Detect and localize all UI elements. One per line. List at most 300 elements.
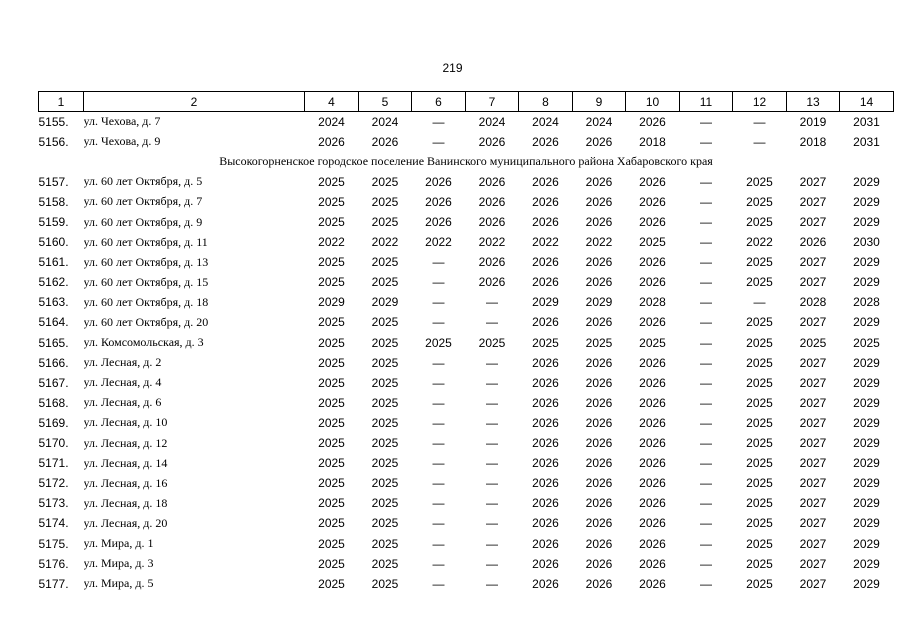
- year-cell: 2026: [532, 436, 559, 451]
- year-cell: 2025: [371, 174, 399, 189]
- year-cell: 2027: [799, 556, 827, 571]
- year-cell: 2025: [478, 335, 506, 350]
- table-row: [39, 172, 894, 192]
- year-cell: 2025: [318, 315, 345, 330]
- year-cell: 2025: [799, 335, 827, 350]
- year-cell: 2024: [532, 114, 559, 129]
- year-cell: 2026: [585, 436, 613, 451]
- year-cell: 2026: [799, 235, 827, 250]
- year-cell: 2025: [371, 194, 399, 209]
- address-cell: ул. Мира, д. 3: [83, 556, 154, 571]
- year-cell: 2027: [799, 395, 827, 410]
- table-row: [39, 272, 894, 292]
- year-cell: 2029: [853, 576, 880, 591]
- row-number: 5167.: [38, 375, 69, 390]
- year-cell: 2026: [585, 255, 613, 270]
- row-number: 5173.: [38, 496, 69, 511]
- year-cell: 2028: [853, 295, 880, 310]
- year-cell: 2027: [799, 576, 827, 591]
- year-cell: 2025: [746, 194, 773, 209]
- table-row: [39, 413, 894, 433]
- year-cell: 2029: [853, 174, 880, 189]
- year-cell: 2025: [532, 335, 559, 350]
- column-header: 10: [626, 92, 680, 112]
- year-cell: —: [432, 375, 445, 390]
- year-cell: —: [486, 516, 498, 531]
- year-cell: 2025: [746, 395, 773, 410]
- year-cell: 2026: [639, 476, 666, 491]
- row-number: 5170.: [38, 436, 69, 451]
- year-cell: 2025: [746, 496, 773, 511]
- address-cell: ул. 60 лет Октября, д. 11: [83, 234, 208, 249]
- year-cell: 2029: [585, 295, 613, 310]
- year-cell: 2024: [371, 114, 399, 129]
- year-cell: 2029: [853, 516, 880, 531]
- year-cell: 2026: [639, 496, 666, 511]
- year-cell: 2026: [585, 415, 613, 430]
- table-row: [39, 252, 894, 272]
- column-header: 13: [787, 92, 840, 112]
- year-cell: 2026: [585, 355, 613, 370]
- year-cell: —: [753, 295, 766, 310]
- year-cell: 2026: [585, 516, 613, 531]
- year-cell: 2025: [853, 335, 880, 350]
- year-cell: 2029: [853, 436, 880, 451]
- year-cell: 2026: [639, 375, 666, 390]
- year-cell: 2025: [318, 496, 345, 511]
- year-cell: —: [700, 576, 712, 591]
- year-cell: —: [700, 476, 712, 491]
- year-cell: —: [700, 536, 712, 551]
- column-header: 11: [680, 92, 733, 112]
- table-row: [39, 192, 894, 212]
- year-cell: 2027: [799, 476, 827, 491]
- year-cell: 2025: [746, 255, 773, 270]
- year-cell: 2025: [318, 194, 345, 209]
- year-cell: 2027: [799, 194, 827, 209]
- year-cell: 2029: [853, 456, 880, 471]
- year-cell: 2025: [746, 476, 773, 491]
- row-number: 5159.: [38, 215, 69, 230]
- table-row: [39, 232, 894, 252]
- year-cell: 2025: [639, 235, 666, 250]
- year-cell: —: [700, 355, 712, 370]
- year-cell: 2026: [639, 516, 666, 531]
- year-cell: —: [432, 295, 445, 310]
- row-number: 5177.: [38, 576, 69, 591]
- table-row: [39, 574, 894, 594]
- year-cell: —: [432, 255, 445, 270]
- year-cell: —: [432, 536, 445, 551]
- column-header: 6: [412, 92, 466, 112]
- year-cell: 2026: [585, 456, 613, 471]
- year-cell: 2031: [853, 114, 880, 129]
- address-cell: ул. Лесная, д. 18: [83, 495, 168, 510]
- table-row: [39, 554, 894, 574]
- year-cell: 2025: [371, 255, 399, 270]
- row-number: 5157.: [38, 174, 69, 189]
- year-cell: —: [700, 255, 712, 270]
- year-cell: 2018: [639, 134, 666, 149]
- year-cell: 2025: [371, 275, 399, 290]
- year-cell: —: [432, 436, 445, 451]
- address-cell: ул. 60 лет Октября, д. 9: [83, 214, 203, 229]
- year-cell: 2026: [639, 275, 666, 290]
- year-cell: —: [753, 134, 766, 149]
- row-number: 5162.: [38, 275, 69, 290]
- year-cell: 2025: [318, 436, 345, 451]
- year-cell: 2025: [639, 335, 666, 350]
- year-cell: 2026: [639, 255, 666, 270]
- column-header: 12: [733, 92, 787, 112]
- year-cell: 2026: [585, 476, 613, 491]
- table-row: [39, 533, 894, 553]
- year-cell: 2027: [799, 456, 827, 471]
- year-cell: 2026: [478, 174, 506, 189]
- year-cell: 2026: [639, 415, 666, 430]
- table-row: [39, 393, 894, 413]
- year-cell: 2029: [853, 215, 880, 230]
- year-cell: 2025: [371, 395, 399, 410]
- row-number: 5155.: [38, 114, 69, 129]
- year-cell: —: [700, 215, 712, 230]
- year-cell: 2019: [799, 114, 827, 129]
- year-cell: 2026: [639, 114, 666, 129]
- year-cell: 2029: [853, 395, 880, 410]
- year-cell: 2025: [318, 375, 345, 390]
- address-cell: ул. Лесная, д. 4: [83, 375, 162, 390]
- row-number: 5156.: [38, 134, 69, 149]
- year-cell: 2029: [532, 295, 559, 310]
- year-cell: —: [486, 496, 498, 511]
- year-cell: 2025: [318, 456, 345, 471]
- year-cell: 2026: [532, 134, 559, 149]
- table-row: [39, 312, 894, 332]
- year-cell: 2027: [799, 355, 827, 370]
- year-cell: 2029: [853, 536, 880, 551]
- address-cell: ул. Лесная, д. 10: [83, 415, 168, 430]
- year-cell: 2022: [532, 235, 559, 250]
- table-row: [39, 513, 894, 533]
- row-number: 5165.: [38, 335, 69, 350]
- row-number: 5164.: [38, 315, 69, 330]
- year-cell: 2026: [532, 576, 559, 591]
- year-cell: 2025: [585, 335, 613, 350]
- year-cell: 2025: [746, 315, 773, 330]
- year-cell: 2026: [585, 174, 613, 189]
- year-cell: 2025: [371, 516, 399, 531]
- year-cell: —: [700, 235, 712, 250]
- year-cell: 2025: [746, 215, 773, 230]
- year-cell: —: [432, 275, 445, 290]
- year-cell: 2026: [639, 456, 666, 471]
- year-cell: 2022: [425, 235, 452, 250]
- year-cell: —: [432, 315, 445, 330]
- year-cell: —: [700, 315, 712, 330]
- year-cell: 2029: [853, 415, 880, 430]
- table-row: [39, 473, 894, 493]
- year-cell: —: [700, 415, 712, 430]
- year-cell: 2025: [746, 335, 773, 350]
- year-cell: 2025: [318, 576, 345, 591]
- row-number: 5158.: [38, 194, 69, 209]
- year-cell: 2026: [639, 355, 666, 370]
- year-cell: —: [486, 576, 498, 591]
- year-cell: 2026: [639, 174, 666, 189]
- year-cell: 2029: [853, 255, 880, 270]
- year-cell: 2026: [585, 134, 613, 149]
- address-cell: ул. Лесная, д. 12: [83, 435, 168, 450]
- year-cell: 2027: [799, 496, 827, 511]
- year-cell: 2026: [585, 275, 613, 290]
- year-cell: 2026: [478, 215, 506, 230]
- year-cell: 2025: [318, 255, 345, 270]
- table-body: [39, 112, 894, 594]
- year-cell: —: [700, 516, 712, 531]
- year-cell: 2026: [532, 194, 559, 209]
- column-header: 14: [840, 92, 894, 112]
- year-cell: 2026: [478, 255, 506, 270]
- address-cell: ул. Мира, д. 1: [83, 536, 154, 551]
- year-cell: —: [700, 436, 712, 451]
- year-cell: 2026: [532, 215, 559, 230]
- year-cell: 2030: [853, 235, 880, 250]
- year-cell: 2022: [371, 235, 399, 250]
- year-cell: —: [432, 415, 445, 430]
- year-cell: 2025: [318, 215, 345, 230]
- year-cell: 2025: [318, 476, 345, 491]
- address-cell: ул. Чехова, д. 9: [83, 134, 161, 149]
- row-number: 5171.: [38, 456, 69, 471]
- address-cell: ул. Лесная, д. 20: [83, 515, 168, 530]
- year-cell: 2025: [318, 335, 345, 350]
- year-cell: 2025: [746, 355, 773, 370]
- year-cell: 2025: [371, 496, 399, 511]
- year-cell: —: [700, 556, 712, 571]
- year-cell: 2028: [639, 295, 666, 310]
- column-header: 2: [84, 92, 305, 112]
- year-cell: —: [486, 395, 498, 410]
- year-cell: 2025: [746, 174, 773, 189]
- row-number: 5172.: [38, 476, 69, 491]
- year-cell: 2027: [799, 536, 827, 551]
- year-cell: —: [700, 194, 712, 209]
- year-cell: 2027: [799, 215, 827, 230]
- year-cell: —: [432, 456, 445, 471]
- year-cell: 2026: [585, 536, 613, 551]
- year-cell: 2026: [585, 194, 613, 209]
- year-cell: 2028: [799, 295, 827, 310]
- year-cell: 2027: [799, 516, 827, 531]
- year-cell: 2026: [532, 174, 559, 189]
- table-row: [39, 132, 894, 152]
- year-cell: 2026: [425, 174, 452, 189]
- year-cell: 2026: [639, 556, 666, 571]
- page-number: 219: [442, 61, 463, 75]
- year-cell: 2026: [585, 496, 613, 511]
- row-number: 5176.: [38, 556, 69, 571]
- year-cell: 2025: [371, 536, 399, 551]
- year-cell: 2026: [585, 556, 613, 571]
- year-cell: 2025: [746, 375, 773, 390]
- address-cell: ул. Лесная, д. 2: [83, 355, 162, 370]
- column-header: 8: [519, 92, 573, 112]
- year-cell: —: [700, 275, 712, 290]
- year-cell: —: [486, 476, 498, 491]
- year-cell: 2025: [318, 355, 345, 370]
- year-cell: 2026: [585, 375, 613, 390]
- year-cell: 2026: [585, 315, 613, 330]
- year-cell: 2025: [371, 476, 399, 491]
- year-cell: 2026: [371, 134, 399, 149]
- year-cell: 2026: [478, 134, 506, 149]
- year-cell: 2026: [532, 476, 559, 491]
- year-cell: 2025: [318, 415, 345, 430]
- year-cell: 2029: [853, 275, 880, 290]
- year-cell: 2022: [746, 235, 773, 250]
- year-cell: 2024: [478, 114, 506, 129]
- year-cell: 2029: [853, 375, 880, 390]
- year-cell: 2025: [318, 275, 345, 290]
- year-cell: —: [432, 134, 445, 149]
- address-cell: ул. Лесная, д. 6: [83, 395, 162, 410]
- year-cell: 2025: [371, 375, 399, 390]
- year-cell: —: [432, 114, 445, 129]
- year-cell: 2026: [639, 576, 666, 591]
- year-cell: 2025: [371, 355, 399, 370]
- year-cell: 2026: [532, 536, 559, 551]
- year-cell: 2027: [799, 275, 827, 290]
- year-cell: 2029: [853, 194, 880, 209]
- row-number: 5174.: [38, 516, 69, 531]
- year-cell: 2026: [532, 456, 559, 471]
- section-title: Высокогорненское городское поселение Ванинского муниципального района Хабаровского края: [219, 154, 713, 169]
- table-row: [39, 292, 894, 312]
- year-cell: —: [432, 556, 445, 571]
- year-cell: 2025: [746, 556, 773, 571]
- column-header: 4: [305, 92, 359, 112]
- year-cell: 2024: [585, 114, 613, 129]
- year-cell: —: [700, 456, 712, 471]
- year-cell: —: [486, 436, 498, 451]
- year-cell: —: [700, 375, 712, 390]
- address-cell: ул. 60 лет Октября, д. 18: [83, 294, 209, 309]
- year-cell: 2026: [532, 315, 559, 330]
- year-cell: —: [432, 476, 445, 491]
- year-cell: 2024: [318, 114, 345, 129]
- row-number: 5163.: [38, 295, 69, 310]
- year-cell: 2025: [425, 335, 452, 350]
- year-cell: 2022: [478, 235, 506, 250]
- data-table: [38, 91, 894, 594]
- year-cell: —: [486, 415, 498, 430]
- year-cell: —: [432, 355, 445, 370]
- year-cell: 2026: [425, 215, 452, 230]
- year-cell: 2025: [746, 516, 773, 531]
- table-row: [39, 212, 894, 232]
- year-cell: 2026: [585, 395, 613, 410]
- year-cell: —: [700, 395, 712, 410]
- year-cell: 2026: [532, 255, 559, 270]
- year-cell: 2026: [585, 576, 613, 591]
- section-row: [39, 152, 894, 172]
- year-cell: 2027: [799, 375, 827, 390]
- year-cell: 2018: [799, 134, 827, 149]
- year-cell: —: [486, 355, 498, 370]
- year-cell: —: [700, 295, 712, 310]
- year-cell: 2025: [318, 556, 345, 571]
- address-cell: ул. 60 лет Октября, д. 5: [83, 174, 203, 189]
- year-cell: 2026: [532, 375, 559, 390]
- header-row: [39, 92, 894, 112]
- year-cell: 2026: [532, 355, 559, 370]
- year-cell: —: [700, 174, 712, 189]
- table-row: [39, 353, 894, 373]
- year-cell: 2031: [853, 134, 880, 149]
- year-cell: —: [432, 496, 445, 511]
- year-cell: 2025: [318, 536, 345, 551]
- year-cell: 2026: [478, 194, 506, 209]
- year-cell: —: [486, 536, 498, 551]
- year-cell: 2025: [371, 335, 399, 350]
- year-cell: 2027: [799, 315, 827, 330]
- table-row: [39, 373, 894, 393]
- year-cell: —: [486, 556, 498, 571]
- year-cell: 2027: [799, 415, 827, 430]
- year-cell: 2026: [318, 134, 345, 149]
- year-cell: —: [700, 335, 712, 350]
- year-cell: 2025: [746, 415, 773, 430]
- column-header: 7: [466, 92, 519, 112]
- year-cell: 2029: [853, 496, 880, 511]
- year-cell: 2026: [585, 215, 613, 230]
- row-number: 5160.: [38, 235, 69, 250]
- year-cell: 2029: [371, 295, 399, 310]
- year-cell: 2025: [746, 436, 773, 451]
- year-cell: 2025: [746, 456, 773, 471]
- year-cell: 2029: [853, 315, 880, 330]
- year-cell: 2027: [799, 436, 827, 451]
- row-number: 5161.: [38, 255, 69, 270]
- row-number: 5175.: [38, 536, 69, 551]
- year-cell: —: [753, 114, 766, 129]
- year-cell: 2025: [371, 436, 399, 451]
- table-row: [39, 453, 894, 473]
- address-cell: ул. Мира, д. 5: [83, 576, 154, 591]
- year-cell: 2025: [371, 576, 399, 591]
- address-cell: ул. 60 лет Октября, д. 13: [83, 254, 209, 269]
- row-number: 5166.: [38, 355, 69, 370]
- year-cell: 2026: [532, 415, 559, 430]
- year-cell: 2029: [318, 295, 345, 310]
- column-header: 5: [359, 92, 412, 112]
- year-cell: —: [700, 114, 712, 129]
- year-cell: 2026: [478, 275, 506, 290]
- year-cell: 2025: [746, 275, 773, 290]
- table-row: [39, 493, 894, 513]
- year-cell: 2026: [532, 556, 559, 571]
- year-cell: —: [486, 295, 498, 310]
- year-cell: 2025: [746, 576, 773, 591]
- year-cell: 2025: [371, 415, 399, 430]
- year-cell: —: [432, 395, 445, 410]
- year-cell: 2026: [639, 436, 666, 451]
- year-cell: 2026: [425, 194, 452, 209]
- table-row: [39, 112, 894, 132]
- year-cell: 2027: [799, 255, 827, 270]
- address-cell: ул. 60 лет Октября, д. 15: [83, 274, 209, 289]
- year-cell: 2029: [853, 355, 880, 370]
